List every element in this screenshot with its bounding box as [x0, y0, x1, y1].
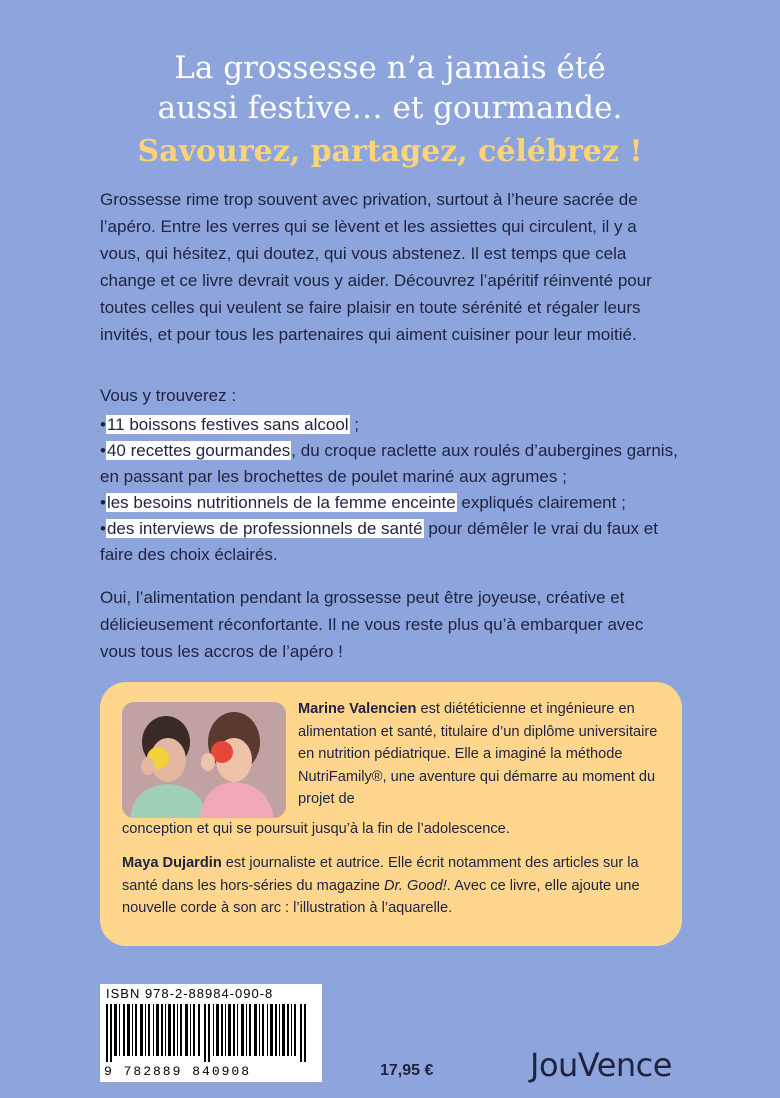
publisher-logo: JouVence	[530, 1046, 672, 1084]
authors-photo	[122, 702, 286, 818]
headline-line-1: La grossesse n’a jamais été	[174, 50, 606, 86]
list-text: ;	[349, 415, 360, 434]
author2-text-a: est journaliste et autrice. Elle écrit notamment des articles sur la santé dans les hors-séries du magazine	[122, 855, 639, 894]
author-bio-box	[100, 682, 682, 946]
list-item	[100, 412, 682, 438]
barcode-digits: 9 782889 840908	[104, 1064, 252, 1079]
list-highlight: des interviews de professionnels de santé	[106, 519, 423, 538]
headline	[0, 48, 780, 128]
list-title: Vous y trouverez :	[100, 386, 237, 405]
bullet: •	[100, 493, 106, 512]
author1-bio-cont: conception et qui se poursuit jusqu’à la fin de l’adolescence.	[122, 821, 510, 837]
intro-paragraph: Grossesse rime trop souvent avec privation, surtout à l’heure sacrée de l’apéro. Entre les verres qui se lèvent et les assiettes qui circulent, il y a vous, qui hésitez, qui doutez, qui vous abstenez. Il est temps que cela change et ce livre devrait vous y aider. Découvrez l’apéritif réinventé pour toutes celles qui veulent se faire plaisir en toute sérénité et régaler leurs invités, et pour tous les partenaires qui aiment cuisiner pour leur moitié.	[100, 190, 652, 344]
list-text: pour démêler le vrai du faux et faire des choix éclairés.	[100, 519, 658, 564]
author1-text: est diététicienne et ingénieure en alimentation et santé, titulaire d’un diplôme universitaire en nutrition pédiatrique. Elle a imaginé la méthode NutriFamily®, une aventure qui démarre au moment du projet de	[298, 701, 658, 807]
tagline: Savourez, partagez, célébrez !	[137, 134, 643, 169]
list-text: expliqués clairement ;	[456, 493, 626, 512]
isbn-label: ISBN 978-2-88984-090-8	[106, 986, 274, 1001]
list-item	[100, 490, 682, 516]
magazine-title: Dr. Good!	[384, 877, 447, 894]
author2-text-b: . Avec ce livre, elle ajoute une nouvelle corde à son arc : l’illustration à l’aquarelle.	[122, 877, 640, 916]
headline-line-2: aussi festive… et gourmande.	[157, 90, 623, 126]
author1-bio	[298, 698, 664, 811]
bullet: •	[100, 415, 106, 434]
barcode	[104, 1004, 318, 1062]
author2-bio	[122, 852, 668, 920]
barcode-block	[100, 984, 322, 1082]
bullet: •	[100, 441, 106, 460]
outro-paragraph: Oui, l’alimentation pendant la grossesse peut être joyeuse, créative et délicieusement réconfortante. Il ne vous reste plus qu’à embarquer avec vous tous les accros de l’apéro !	[100, 588, 644, 661]
list-highlight: 40 recettes gourmandes	[106, 441, 291, 460]
list-highlight: 11 boissons festives sans alcool	[106, 415, 349, 434]
list-item	[100, 438, 682, 490]
author2-name: Maya Dujardin	[122, 855, 222, 871]
author1-name: Marine Valencien	[298, 701, 417, 717]
feature-list	[100, 412, 682, 568]
price: 17,95 €	[380, 1062, 434, 1079]
list-highlight: les besoins nutritionnels de la femme enceinte	[106, 493, 456, 512]
list-item	[100, 516, 682, 568]
list-text: , du croque raclette aux roulés d’aubergines garnis, en passant par les brochettes de poulet mariné aux agrumes ;	[100, 441, 678, 486]
bullet: •	[100, 519, 106, 538]
